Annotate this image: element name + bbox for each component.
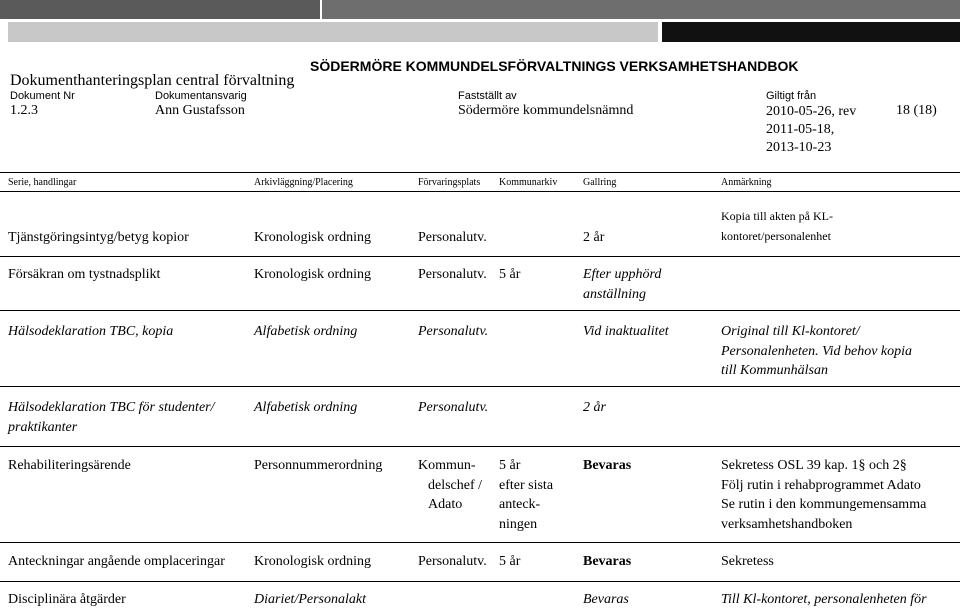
cell-line: Bevaras xyxy=(583,554,632,569)
cell-line: Personalutv. xyxy=(418,400,489,415)
cell-storage xyxy=(418,552,487,572)
cell-remark xyxy=(721,590,927,610)
col-header-series: Serie, handlingar xyxy=(8,177,77,188)
row-rule xyxy=(0,256,960,257)
cell-line: praktikanter xyxy=(8,419,78,435)
col-header-filing: Arkivläggning/Placering xyxy=(254,177,353,188)
cell-archive xyxy=(499,552,520,572)
cell-remark xyxy=(721,322,912,381)
cell-line: Anteckningar angående omplaceringar xyxy=(8,554,225,569)
row-rule xyxy=(0,542,960,543)
cell-storage xyxy=(418,265,487,285)
cell-disposal xyxy=(583,265,661,304)
cell-storage xyxy=(418,228,487,248)
cell-line: Vid inaktualitet xyxy=(583,324,669,339)
cell-filing: Diariet/Personalakt xyxy=(254,592,366,607)
cell-line: Personalutv. xyxy=(418,554,487,569)
org-title: SÖDERMÖRE KOMMUNDELSFÖRVALTNINGS VERKSAMHETSHANDBOK xyxy=(310,58,799,74)
cell-line: Personalutv. xyxy=(418,324,489,339)
row-rule xyxy=(0,581,960,582)
label-valid-from: Giltigt från xyxy=(766,90,817,102)
cell-line: Bevaras xyxy=(583,458,632,473)
cell-storage xyxy=(418,398,488,418)
cell-line: Hälsodeklaration TBC för studenter/ xyxy=(8,400,215,415)
cell-line: delschef / xyxy=(428,477,483,493)
cell-line: Sekretess OSL 39 kap. 1§ och 2§ xyxy=(721,458,907,473)
cell-line: kontoret/personalenhet xyxy=(721,229,831,243)
cell-line: Efter upphörd xyxy=(583,267,662,282)
cell-disposal xyxy=(583,398,606,418)
cell-series xyxy=(8,265,160,285)
header-band-right xyxy=(322,0,960,19)
cell-line: efter sista xyxy=(499,477,554,493)
label-responsible: Dokumentansvarig xyxy=(155,90,247,102)
cell-filing: Alfabetisk ordning xyxy=(254,400,358,415)
cell-series xyxy=(8,322,173,342)
row-rule xyxy=(0,310,960,311)
cell-line: Se rutin i den kommungemensamma xyxy=(721,497,927,512)
cell-remark xyxy=(721,206,833,246)
cell-line: 5 år xyxy=(499,458,521,473)
cell-line: Hälsodeklaration TBC, kopia xyxy=(8,324,174,339)
value-doc-nr: 1.2.3 xyxy=(10,103,38,118)
cell-series xyxy=(8,552,225,572)
cell-line: Till Kl-kontoret, personalenheten för xyxy=(721,592,927,607)
cell-line: Adato xyxy=(428,497,463,512)
cell-filing: Kronologisk ordning xyxy=(254,267,372,282)
cell-line: Original till Kl-kontoret/ xyxy=(721,324,860,339)
cell-series xyxy=(8,590,126,610)
cell-line: 2 år xyxy=(583,230,605,245)
cell-storage xyxy=(418,456,482,515)
cell-archive xyxy=(499,456,553,534)
cell-line: Personalutv. xyxy=(418,267,487,282)
cell-line: anteck- xyxy=(499,497,541,512)
cell-line: anställning xyxy=(583,286,647,302)
valid-from-line: 2011-05-18, xyxy=(766,122,835,137)
cell-line: Personalutv. xyxy=(418,230,487,245)
cell-disposal xyxy=(583,322,669,342)
valid-from-line: 2010-05-26, rev xyxy=(766,104,857,119)
cell-line: Disciplinära åtgärder xyxy=(8,592,126,607)
cell-line: Bevaras xyxy=(583,592,629,607)
col-header-archive: Kommunarkiv xyxy=(499,177,558,188)
header-band-light xyxy=(8,22,658,42)
cell-line: Sekretess xyxy=(721,554,774,569)
cell-disposal xyxy=(583,456,631,476)
cell-line: Kopia till akten på KL- xyxy=(721,209,833,223)
col-header-remark: Anmärkning xyxy=(721,177,772,188)
cell-line: ningen xyxy=(499,516,538,532)
valid-from-line: 2013-10-23 xyxy=(766,140,832,155)
cell-line: Tjänstgöringsintyg/betyg kopior xyxy=(8,230,189,245)
cell-remark xyxy=(721,552,774,572)
cell-series xyxy=(8,398,215,437)
cell-remark xyxy=(721,456,926,534)
cell-line: 5 år xyxy=(499,267,521,282)
cell-filing: Personnummerordning xyxy=(254,458,383,473)
cell-storage xyxy=(418,322,488,342)
page-number: 18 (18) xyxy=(896,103,937,118)
cell-filing: Kronologisk ordning xyxy=(254,230,372,245)
cell-line: 5 år xyxy=(499,554,521,569)
col-header-storage: Förvaringsplats xyxy=(418,177,481,188)
cell-archive xyxy=(499,265,520,285)
value-responsible: Ann Gustafsson xyxy=(155,103,245,118)
cell-series xyxy=(8,456,131,476)
cell-line: Rehabiliteringsärende xyxy=(8,458,131,473)
cell-line: till Kommunhälsan xyxy=(721,363,828,378)
row-rule xyxy=(0,386,960,387)
cell-line: 2 år xyxy=(583,400,606,415)
row-rule xyxy=(0,446,960,447)
header-band-left xyxy=(0,0,320,19)
col-header-disposal: Gallring xyxy=(583,177,617,188)
cell-line: Försäkran om tystnadsplikt xyxy=(8,267,161,282)
value-valid-from xyxy=(766,103,856,157)
cell-disposal xyxy=(583,590,629,610)
doc-title: Dokumenthanteringsplan central förvaltning xyxy=(10,72,295,89)
cell-line: Kommun- xyxy=(418,458,476,473)
cell-line: verksamhetshandboken xyxy=(721,516,853,532)
label-doc-nr: Dokument Nr xyxy=(10,90,75,102)
cell-filing: Kronologisk ordning xyxy=(254,554,372,569)
cell-disposal xyxy=(583,228,604,248)
header-band-black xyxy=(662,22,960,42)
value-approved-by: Södermöre kommundelsnämnd xyxy=(458,103,634,118)
cell-line: Personalenheten. Vid behov kopia xyxy=(721,343,913,359)
table-top-rule xyxy=(0,172,960,173)
table-header-rule xyxy=(0,191,960,192)
label-approved-by: Fastställt av xyxy=(458,90,517,102)
cell-filing: Alfabetisk ordning xyxy=(254,324,358,339)
cell-line: Följ rutin i rehabprogrammet Adato xyxy=(721,477,921,493)
cell-series xyxy=(8,228,189,248)
cell-disposal xyxy=(583,552,631,572)
